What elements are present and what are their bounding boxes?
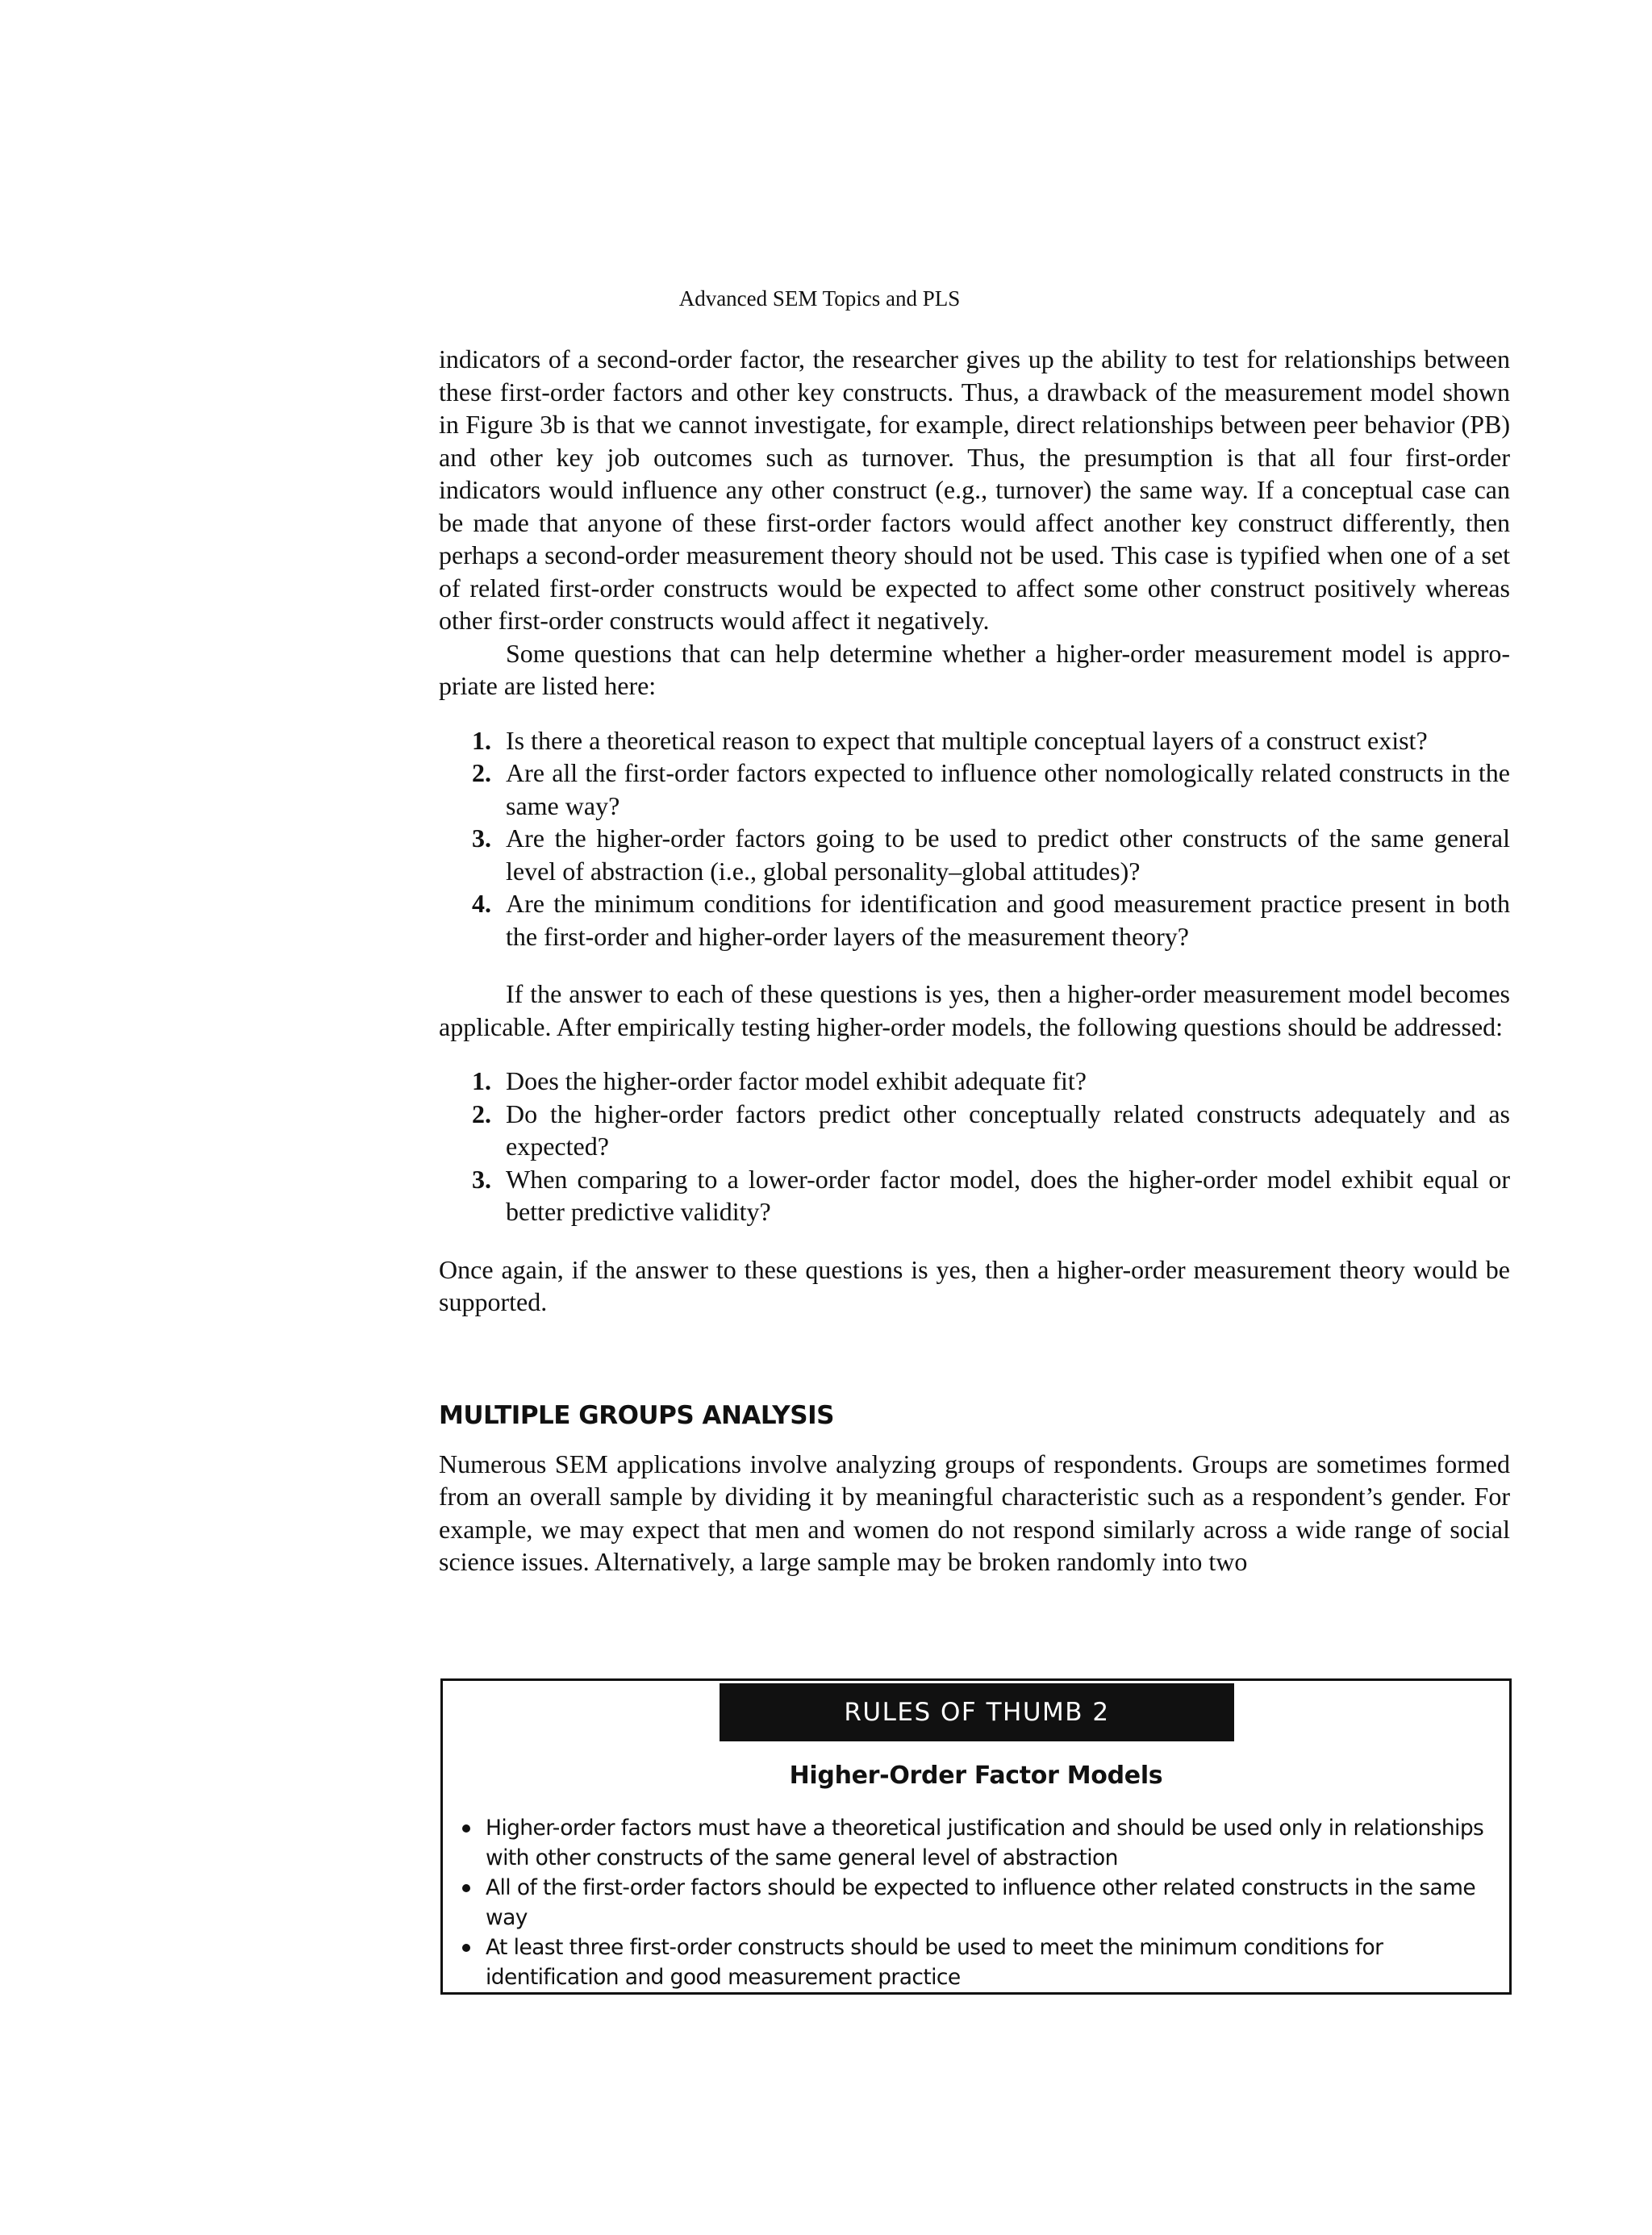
- rules-subtitle: Higher-Order Factor Models: [789, 1762, 1163, 1790]
- rule-item: [459, 1873, 1493, 1933]
- spacer: [439, 703, 1510, 724]
- list-item-text: Is there a theoretical reason to expect that multiple conceptual layers of a construct exist?: [506, 725, 1428, 755]
- rule-item: [459, 1933, 1493, 1992]
- list-item-text: Are all the first-order factors expected to influence other nomologically related constructs in the same way?: [506, 758, 1510, 820]
- body-paragraph-5: Numerous SEM applications involve analyzing groups of respondents. Groups are sometimes formed from an overall sample by dividing it by meaningful characteristic such as a respondent’s gender. For example, we may expect that men and women do not respond similarly across a wide range of social science issues. Alternatively, a large sample may be broken randomly into two: [439, 1449, 1510, 1576]
- running-head-text: Advanced SEM Topics and PLS: [678, 286, 961, 311]
- question-list-2: [439, 1065, 1510, 1228]
- list-item: [439, 1098, 1510, 1163]
- rule-item: [459, 1813, 1493, 1873]
- rules-banner-text: RULES OF THUMB 2: [844, 1698, 1110, 1727]
- list-item: [439, 822, 1510, 887]
- list-item-text: Do the higher-order factors predict other conceptually related constructs adequately and as expected?: [506, 1099, 1510, 1161]
- list-number: 1.: [472, 1066, 491, 1095]
- section-heading: MULTIPLE GROUPS ANALYSIS: [439, 1400, 834, 1430]
- body-paragraph-4: Once again, if the answer to these questions is yes, then a higher-order measurement theory would be supported.: [439, 1254, 1510, 1316]
- body-paragraph-3: If the answer to each of these questions is yes, then a higher-order measurement model becomes applicable. After empirically testing higher-order models, the following questions should be addressed:: [439, 979, 1510, 1041]
- list-number: 3.: [472, 1164, 491, 1194]
- list-item: [439, 887, 1510, 953]
- rules-of-thumb-box: [440, 1678, 1512, 1995]
- bullet-icon: [462, 1944, 470, 1952]
- list-item-text: Are the higher-order factors going to be used to predict other constructs of the same general level of abstraction (i.e., global personality–global attitudes)?: [506, 824, 1510, 886]
- list-number: 1.: [472, 725, 491, 755]
- spacer: [439, 1043, 1510, 1065]
- list-number: 2.: [472, 1099, 491, 1128]
- list-item: [439, 757, 1510, 822]
- spacer: [439, 1228, 1510, 1253]
- rule-item-text: Higher-order factors must have a theoretical justification and should be used only in relationships with other constructs of the same general level of abstraction: [486, 1816, 1484, 1870]
- list-number: 3.: [472, 824, 491, 853]
- list-item: [439, 1065, 1510, 1098]
- bullet-icon: [462, 1884, 470, 1892]
- rule-item-text: At least three first-order constructs should be used to meet the minimum conditions for identification and good measurement practice: [486, 1935, 1383, 1990]
- body-paragraph-2: Some questions that can help determine whether a higher-order measurement model is appropriate are listed here:: [439, 638, 1510, 700]
- list-item: [439, 1163, 1510, 1228]
- spacer: [439, 1319, 1510, 1399]
- list-item-text: Are the minimum conditions for identification and good measurement practice present in both the first-order and higher-order layers of the measurement theory?: [506, 889, 1510, 951]
- list-item-text: Does the higher-order factor model exhibit adequate fit?: [506, 1066, 1087, 1095]
- body-paragraph-1: indicators of a second-order factor, the researcher gives up the ability to test for relationships between these first-order factors and other key constructs. Thus, a drawback of the measurement model shown in Figure 3b is that we cannot investigate, for example, direct relationships between peer behavior (PB) and other key job outcomes such as turnover. Thus, the presumption is that all four first-order indicators would influence any other construct (e.g., turnover) the same way. If a conceptual case can be made that anyone of these first-order factors would affect another key construct differently, then perhaps a second-order measurement theory should not be used. This case is typified when one of a set of related first-order constructs would be expected to affect some other construct positively whereas other first-order constructs would affect it negatively.: [439, 344, 1510, 635]
- list-item-text: When comparing to a lower-order factor model, does the higher-order model exhibit equal or better predictive validity?: [506, 1164, 1510, 1226]
- rule-item-text: All of the first-order factors should be expected to influence other related constructs in the same way: [486, 1875, 1476, 1930]
- bullet-icon: [462, 1824, 470, 1833]
- list-item: [439, 724, 1510, 757]
- body-text-column: [439, 343, 1510, 1578]
- rules-banner: [720, 1683, 1234, 1741]
- question-list-1: [439, 724, 1510, 953]
- list-number: 4.: [472, 889, 491, 918]
- spacer: [439, 953, 1510, 978]
- list-number: 2.: [472, 758, 491, 787]
- rules-list: [459, 1813, 1493, 1992]
